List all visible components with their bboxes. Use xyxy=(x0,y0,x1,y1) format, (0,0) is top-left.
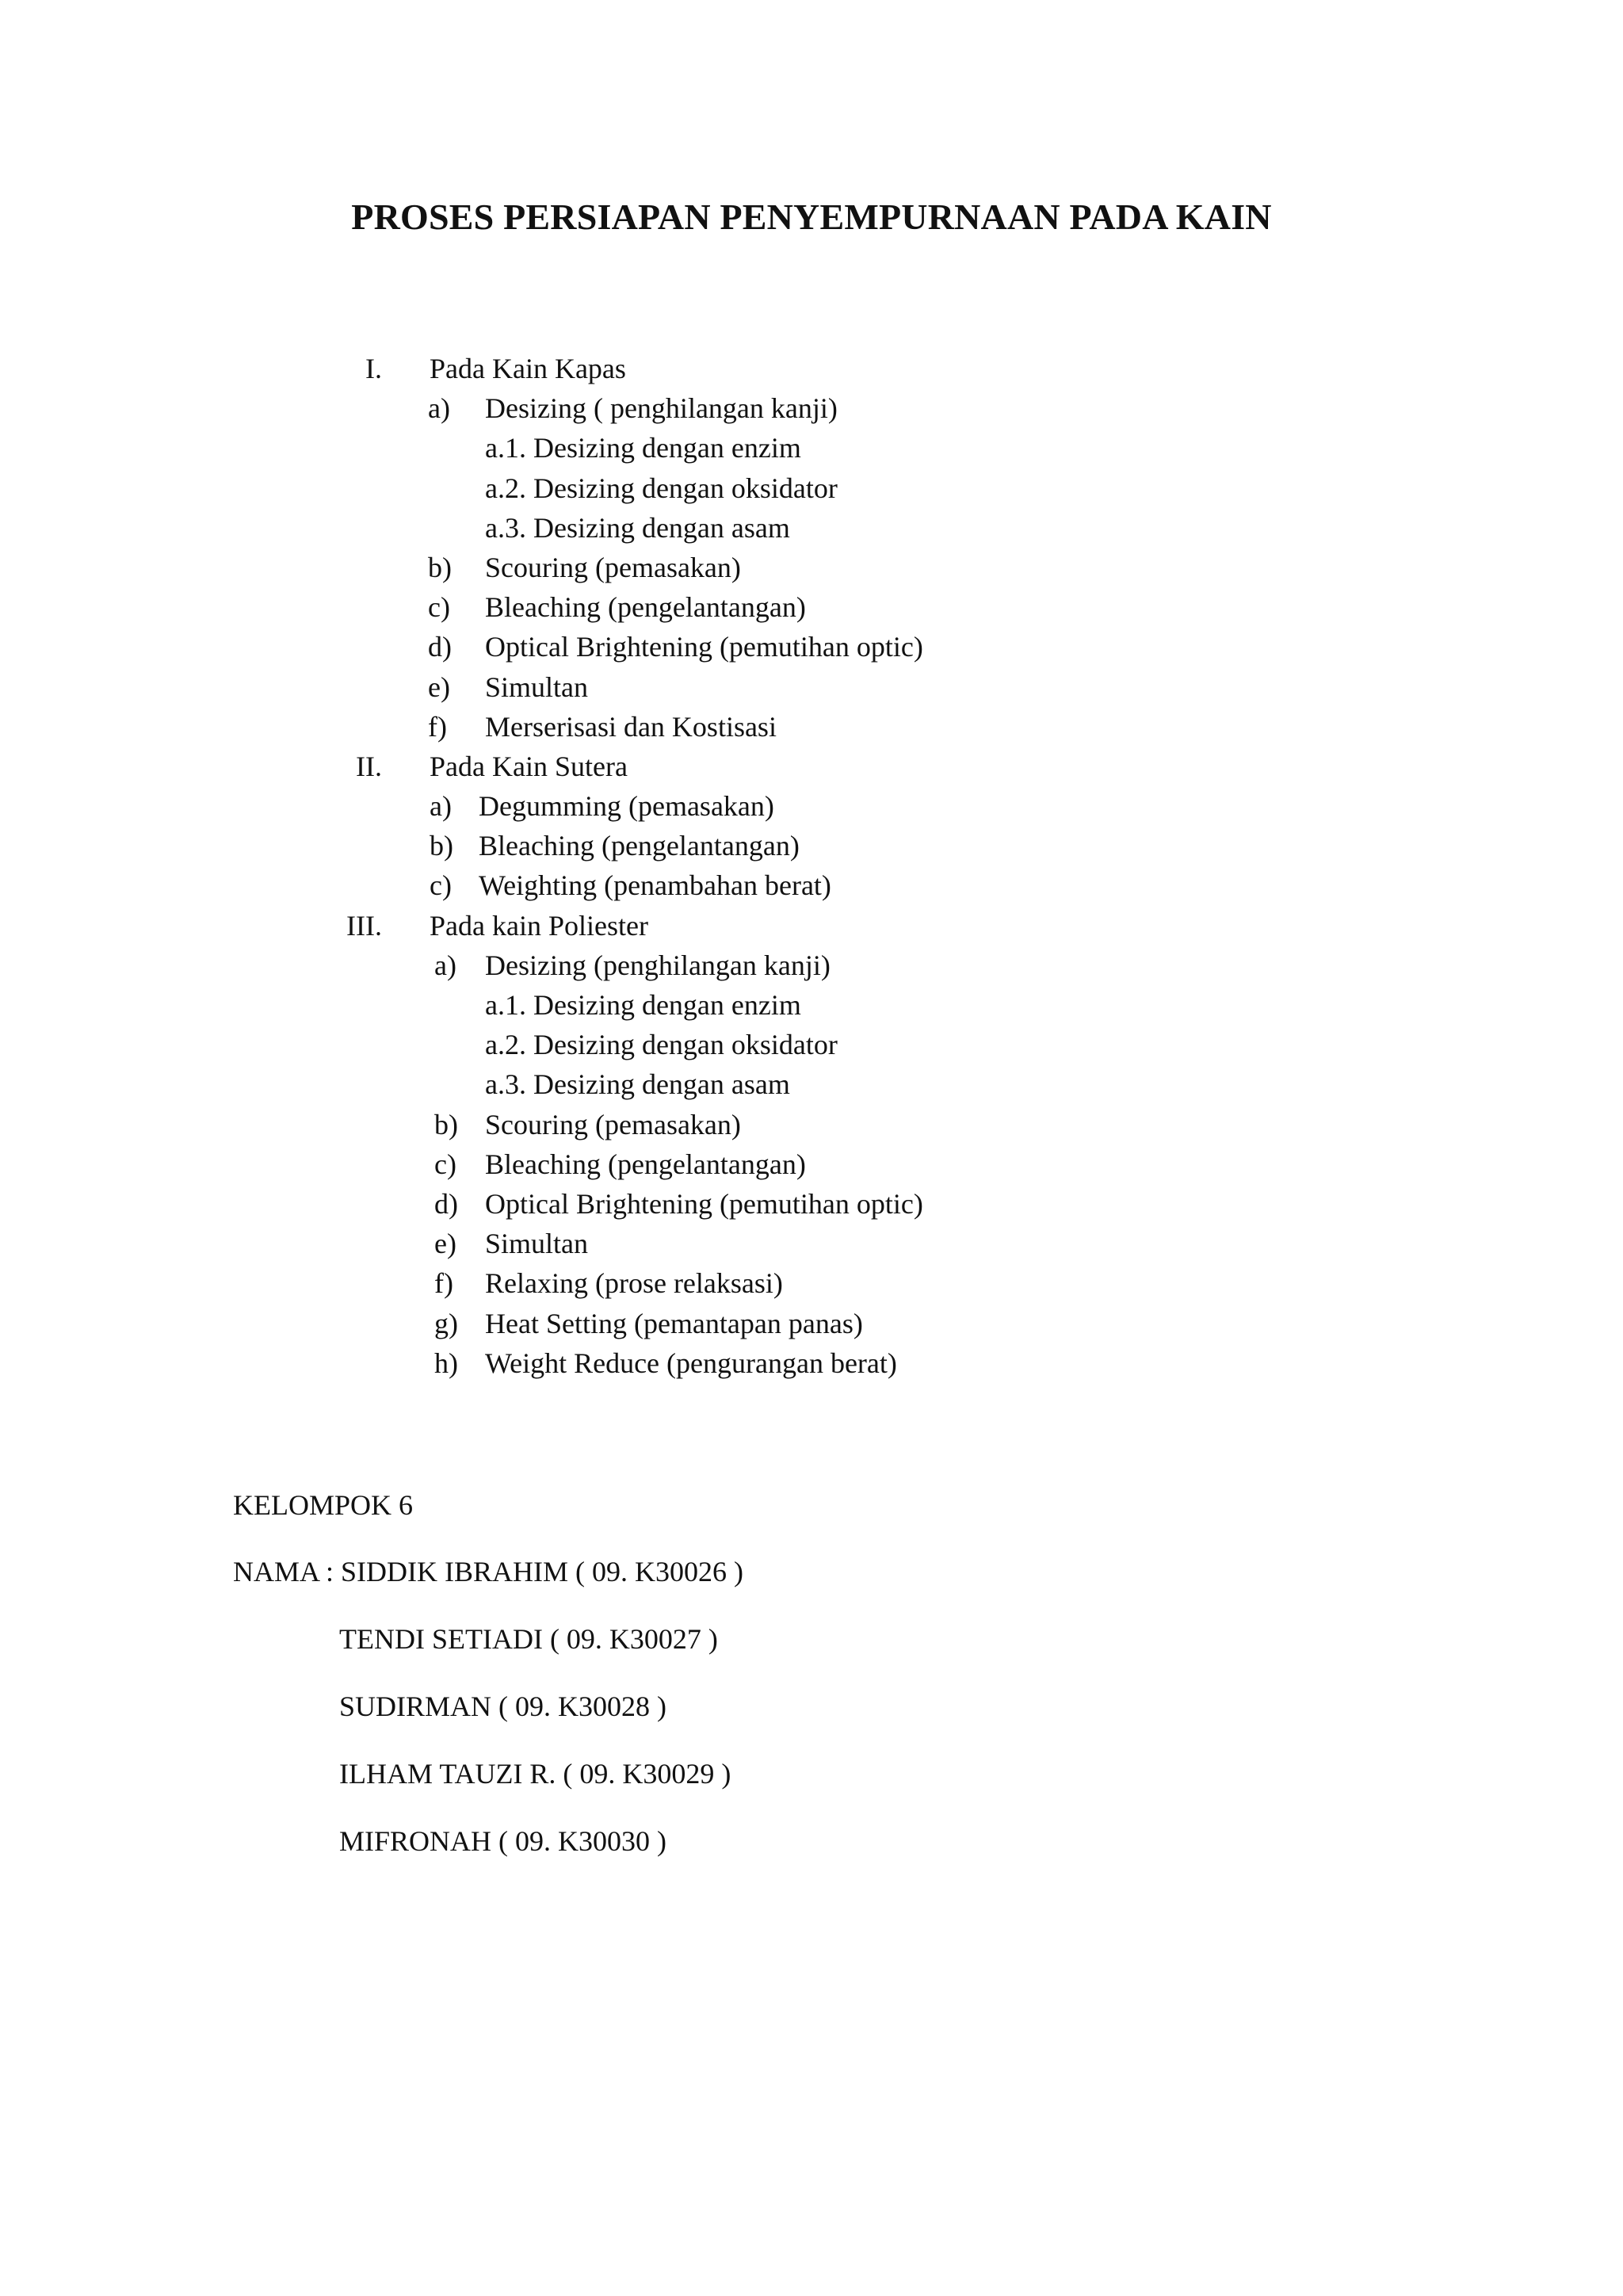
sub-item xyxy=(0,1064,1623,1104)
list-item xyxy=(0,1343,1623,1383)
item-marker: a) xyxy=(430,790,452,823)
list-item xyxy=(0,1224,1623,1263)
sub-item-text: a.3. Desizing dengan asam xyxy=(485,511,790,544)
outline-list xyxy=(0,349,1623,1383)
item-marker: c) xyxy=(434,1148,456,1180)
section-heading: Pada Kain Kapas xyxy=(430,353,626,384)
member-row-5: MIFRONAH ( 09. K30030 ) xyxy=(339,1825,666,1857)
item-text: Degumming (pemasakan) xyxy=(479,790,774,823)
item-marker: c) xyxy=(430,869,452,902)
sub-item xyxy=(0,508,1623,548)
section-heading: Pada kain Poliester xyxy=(430,909,648,942)
item-text: Scouring (pemasakan) xyxy=(485,551,741,583)
names-prefix: NAMA : xyxy=(233,1556,342,1587)
section-heading-line xyxy=(0,906,1623,946)
section-numeral: I. xyxy=(365,353,382,384)
list-item xyxy=(0,1304,1623,1343)
list-item xyxy=(0,388,1623,428)
item-text: Heat Setting (pemantapan panas) xyxy=(485,1307,863,1339)
item-text: Relaxing (prose relaksasi) xyxy=(485,1267,783,1300)
item-text: Merserisasi dan Kostisasi xyxy=(485,710,777,743)
sub-item-text: a.2. Desizing dengan oksidator xyxy=(485,1029,838,1061)
item-text: Bleaching (pengelantangan) xyxy=(485,1148,806,1180)
item-text: Scouring (pemasakan) xyxy=(485,1108,741,1140)
item-text: Desizing ( penghilangan kanji) xyxy=(485,392,838,425)
list-item xyxy=(0,667,1623,707)
section-numeral: II. xyxy=(356,750,382,782)
item-text: Optical Brightening (pemutihan optic) xyxy=(485,1187,923,1220)
document-title: PROSES PERSIAPAN PENYEMPURNAAN PADA KAIN xyxy=(351,197,1272,237)
item-text: Optical Brightening (pemutihan optic) xyxy=(485,631,923,663)
list-item xyxy=(0,946,1623,985)
member-row-4: ILHAM TAUZI R. ( 09. K30029 ) xyxy=(339,1758,731,1790)
sub-item xyxy=(0,985,1623,1025)
sub-item-text: a.2. Desizing dengan oksidator xyxy=(485,472,838,504)
item-text: Desizing (penghilangan kanji) xyxy=(485,949,831,981)
item-text: Bleaching (pengelantangan) xyxy=(479,830,800,862)
item-marker: a) xyxy=(434,949,456,981)
section-heading-line xyxy=(0,747,1623,786)
sub-item xyxy=(0,428,1623,468)
list-item xyxy=(0,826,1623,865)
item-marker: g) xyxy=(434,1307,458,1339)
sub-item-text: a.1. Desizing dengan enzim xyxy=(485,989,801,1021)
list-item xyxy=(0,707,1623,747)
list-item xyxy=(0,786,1623,826)
item-marker: a) xyxy=(428,392,450,425)
list-item xyxy=(0,587,1623,627)
section-heading-line xyxy=(0,349,1623,388)
sub-item xyxy=(0,468,1623,508)
list-item xyxy=(0,548,1623,587)
item-marker: c) xyxy=(428,591,450,624)
item-marker: h) xyxy=(434,1347,458,1379)
list-item xyxy=(0,1144,1623,1184)
section-numeral: III. xyxy=(346,909,382,942)
item-text: Simultan xyxy=(485,670,589,703)
item-marker: f) xyxy=(428,710,447,743)
sub-item-text: a.3. Desizing dengan asam xyxy=(485,1068,790,1101)
member-row-2: TENDI SETIADI ( 09. K30027 ) xyxy=(339,1623,718,1655)
item-marker: b) xyxy=(428,551,452,583)
sub-item-text: a.1. Desizing dengan enzim xyxy=(485,432,801,464)
item-text: Bleaching (pengelantangan) xyxy=(485,591,806,624)
section-heading: Pada Kain Sutera xyxy=(430,750,628,782)
sub-item xyxy=(0,1025,1623,1064)
member-row-1 xyxy=(233,1552,743,1591)
list-item xyxy=(0,1263,1623,1303)
item-marker: b) xyxy=(430,830,453,862)
item-marker: b) xyxy=(434,1108,458,1140)
item-marker: f) xyxy=(434,1267,453,1300)
item-marker: e) xyxy=(428,670,450,703)
item-text: Simultan xyxy=(485,1228,589,1260)
list-item xyxy=(0,1184,1623,1224)
member-row-3: SUDIRMAN ( 09. K30028 ) xyxy=(339,1690,666,1722)
item-marker: d) xyxy=(428,631,452,663)
item-text: Weight Reduce (pengurangan berat) xyxy=(485,1347,897,1379)
list-item xyxy=(0,627,1623,667)
list-item xyxy=(0,865,1623,905)
item-text: Weighting (penambahan berat) xyxy=(479,869,831,902)
group-label: KELOMPOK 6 xyxy=(233,1489,414,1521)
list-item xyxy=(0,1105,1623,1144)
item-marker: d) xyxy=(434,1187,458,1220)
member-name: SIDDIK IBRAHIM ( 09. K30026 ) xyxy=(341,1556,744,1587)
item-marker: e) xyxy=(434,1228,456,1260)
